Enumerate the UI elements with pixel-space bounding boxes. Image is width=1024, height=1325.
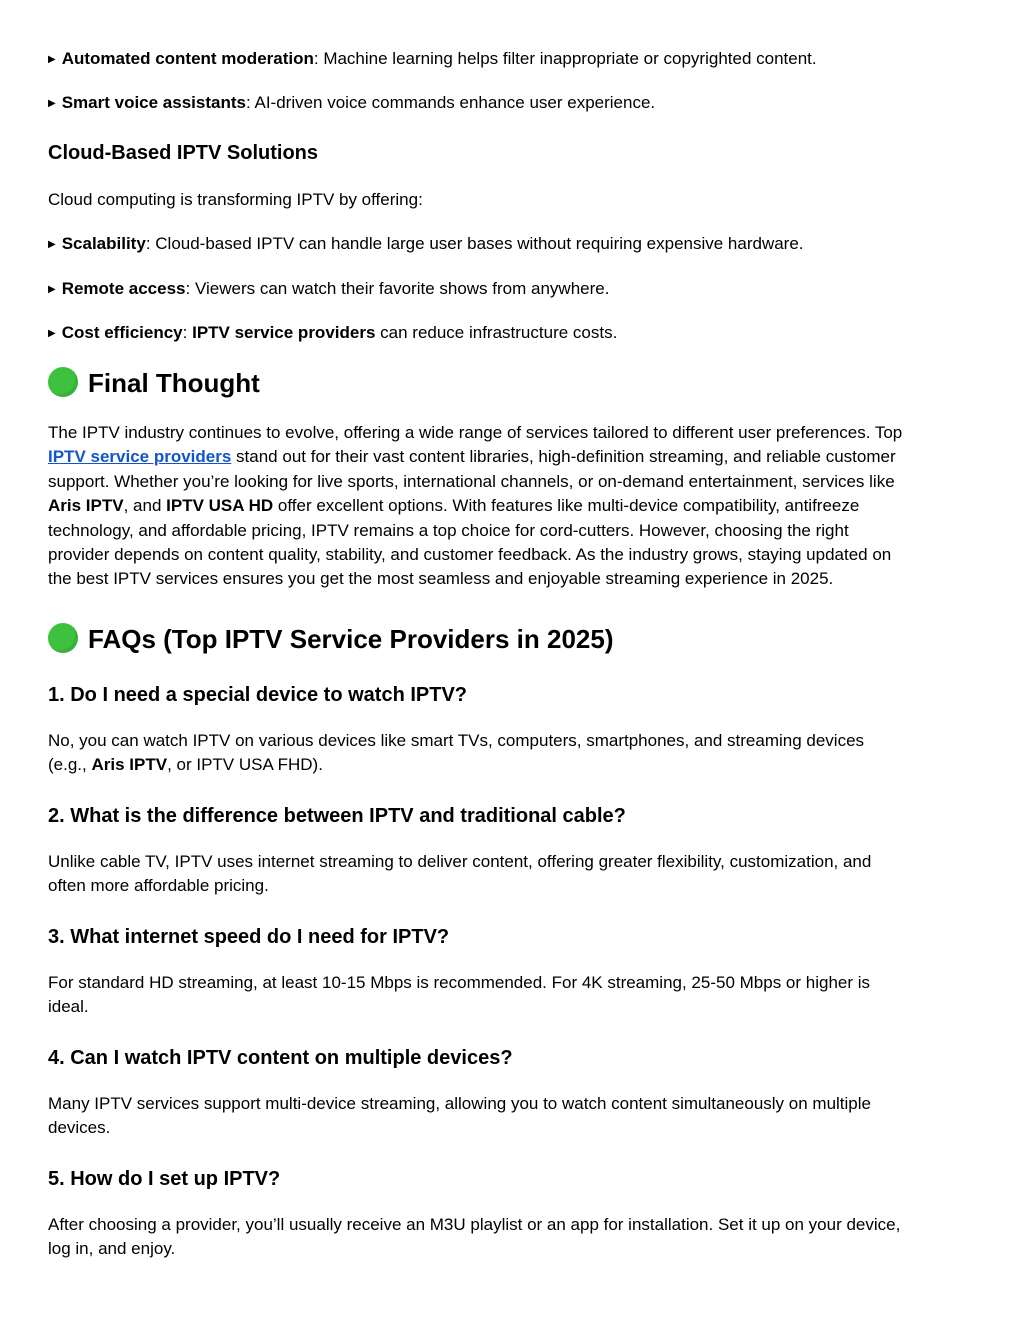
cloud-heading: Cloud-Based IPTV Solutions [48, 142, 319, 164]
triangle-bullet-icon: ▶ [48, 284, 56, 295]
faq-question-4: 4. Can I watch IPTV content on multiple devices? [48, 1047, 513, 1069]
triangle-bullet-icon: ▶ [48, 54, 56, 65]
faq-answer-1: No, you can watch IPTV on various devices like smart TVs, computers, smartphones, and streaming devices (e.g., Aris IPTV, or IPTV USA FHD). [48, 731, 865, 775]
faq-answer-3: For standard HD streaming, at least 10-15 Mbps is recommended. For 4K streaming, 25-50 Mbps or higher is ideal. [48, 973, 871, 1017]
green-circle-icon [48, 367, 78, 397]
green-circle-icon [48, 623, 78, 653]
bullet-smart-voice: ▶ Smart voice assistants: AI-driven voice commands enhance user experience. [48, 91, 655, 116]
faq-answer-4: Many IPTV services support multi-device streaming, allowing you to watch content simultaneously on multiple devices. [48, 1094, 871, 1138]
bullet-scalability: ▶ Scalability: Cloud-based IPTV can handle large user bases without requiring expensive hardware. [48, 232, 804, 257]
triangle-bullet-icon: ▶ [48, 98, 56, 109]
faq-answer-2: Unlike cable TV, IPTV uses internet streaming to deliver content, offering greater flexibility, customization, and often more affordable pricing. [48, 852, 872, 896]
iptv-service-providers-link[interactable]: IPTV service providers [48, 447, 232, 467]
faq-question-2: 2. What is the difference between IPTV and traditional cable? [48, 805, 626, 827]
faq-answer-5: After choosing a provider, you’ll usually receive an M3U playlist or an app for installation. Set it up on your device, log in, and enjoy. [48, 1215, 901, 1259]
faq-question-1: 1. Do I need a special device to watch IPTV? [48, 684, 468, 706]
bullet-remote-access: ▶ Remote access: Viewers can watch their favorite shows from anywhere. [48, 277, 609, 302]
triangle-bullet-icon: ▶ [48, 239, 56, 250]
faq-question-3: 3. What internet speed do I need for IPTV? [48, 926, 450, 948]
faq-question-5: 5. How do I set up IPTV? [48, 1168, 281, 1190]
triangle-bullet-icon: ▶ [48, 328, 56, 339]
bullet-automated-moderation: ▶ Automated content moderation: Machine learning helps filter inappropriate or copyrighted content. [48, 47, 817, 72]
final-thought-paragraph: The IPTV industry continues to evolve, offering a wide range of services tailored to different user preferences. Top IPTV service providers stand out for their vast content libraries, high-definition streaming, and reliable customer support. Whether you’re looking for live sports, international channels, or on-demand entertainment, services like Aris IPTV, and IPTV USA HD offer excellent options. With features like multi-device compatibility, antifreeze technology, and affordable pricing, IPTV remains a top choice for cord-cutters. However, choosing the right provider depends on content quality, stability, and customer feedback. As the industry grows, staying updated on the best IPTV services ensures you get the most seamless and enjoyable streaming experience in 2025. [48, 423, 903, 589]
cloud-intro: Cloud computing is transforming IPTV by offering: [48, 190, 423, 209]
faqs-heading: FAQs (Top IPTV Service Providers in 2025) [48, 622, 613, 656]
bullet-cost-efficiency: ▶ Cost efficiency: IPTV service providers can reduce infrastructure costs. [48, 321, 617, 346]
final-thought-heading: Final Thought [48, 366, 260, 400]
